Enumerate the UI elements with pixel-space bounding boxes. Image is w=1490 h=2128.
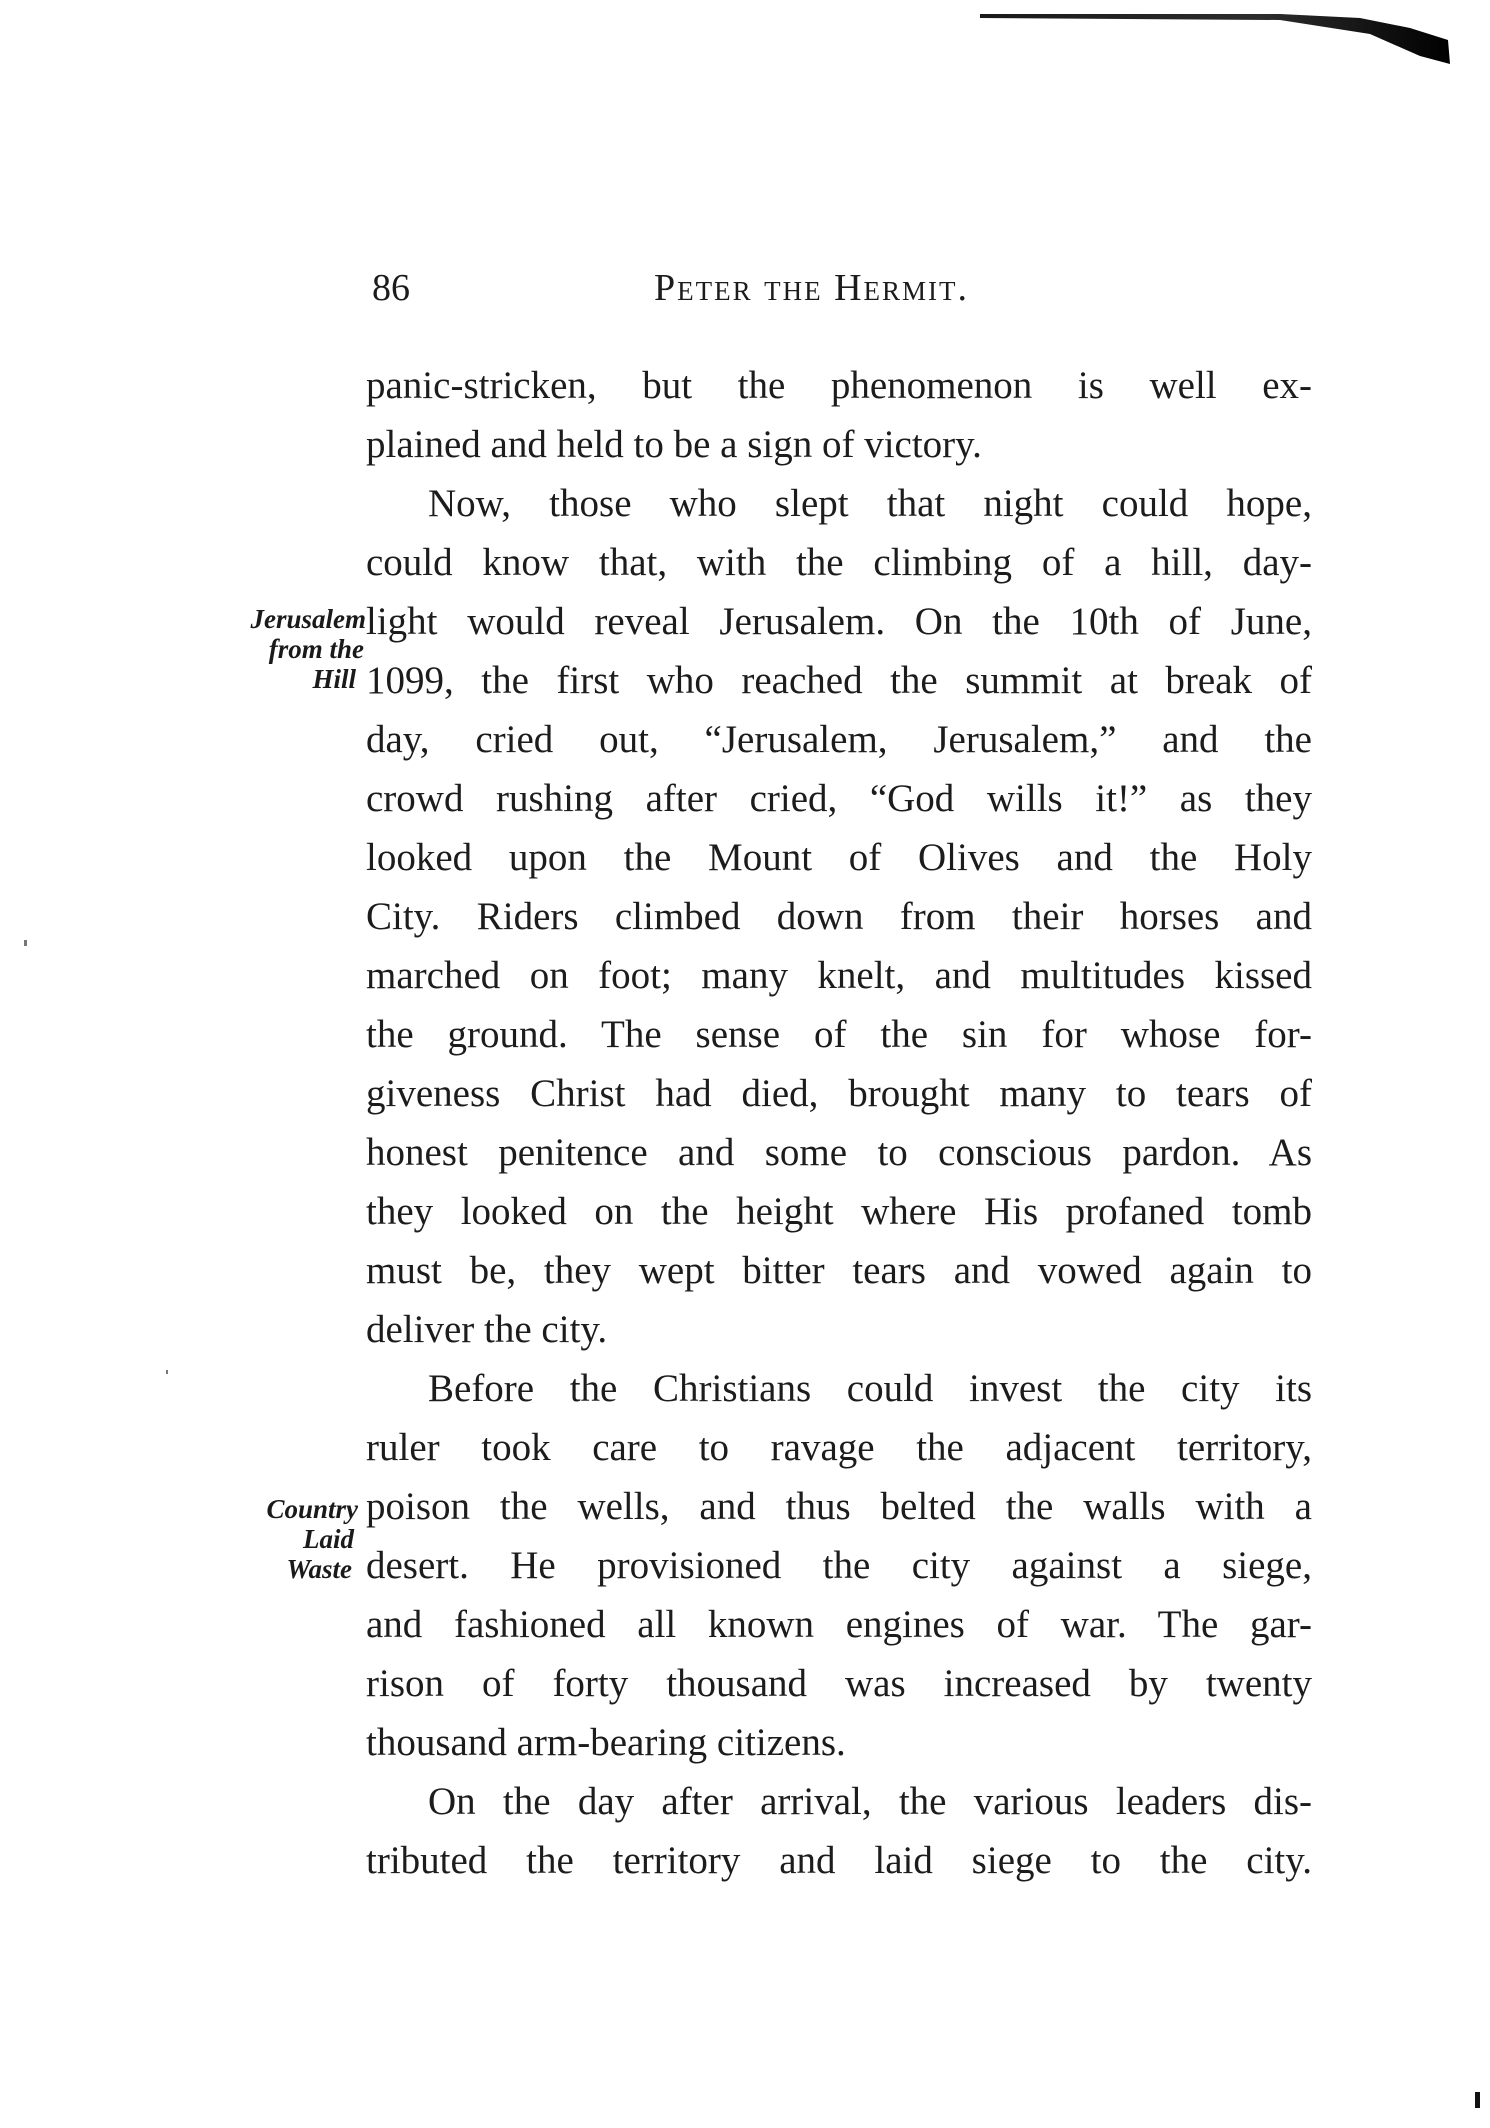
running-header: [372, 262, 1308, 314]
sidenote-country: [220, 1494, 358, 1584]
scan-speck: [24, 940, 27, 946]
text-line: 1099, the first who reached the summit at break of: [366, 659, 1312, 702]
text-line: could know that, with the climbing of a hill, day-: [366, 541, 1312, 584]
scan-corner-mark: [1475, 2092, 1480, 2108]
sidenote-line: Waste: [286, 1554, 352, 1584]
text-line: poison the wells, and thus belted the walls with a: [366, 1485, 1312, 1528]
text-line: they looked on the height where His profaned tomb: [366, 1190, 1312, 1233]
text-line: plained and held to be a sign of victory.: [366, 423, 982, 466]
text-line: giveness Christ had died, brought many to tears of: [366, 1072, 1312, 1115]
text-line: and fashioned all known engines of war. The gar-: [366, 1603, 1312, 1646]
sidenote-line: from the: [268, 634, 364, 664]
sidenote-line: Hill: [312, 664, 356, 694]
body-text: [366, 356, 1312, 1890]
text-line: day, cried out, “Jerusalem, Jerusalem,” and the: [366, 718, 1312, 761]
text-line: crowd rushing after cried, “God wills it!” as they: [366, 777, 1312, 820]
text-line: thousand arm-bearing citizens.: [366, 1721, 846, 1764]
text-line: Now, those who slept that night could hope,: [428, 482, 1312, 525]
text-line: looked upon the Mount of Olives and the Holy: [366, 836, 1312, 879]
scan-speck: [166, 1370, 168, 1374]
text-line: tributed the territory and laid siege to the city.: [366, 1839, 1312, 1882]
sidenote-line: Laid: [303, 1524, 354, 1554]
page-number: 86: [372, 267, 410, 309]
text-line: deliver the city.: [366, 1308, 608, 1351]
text-line: City. Riders climbed down from their horses and: [366, 895, 1312, 938]
running-title: Peter the Hermit.: [654, 267, 970, 309]
scan-edge-shadow: [980, 6, 1450, 66]
text-line: On the day after arrival, the various leaders dis-: [428, 1780, 1312, 1823]
sidenote-line: Jerusalem: [250, 604, 366, 634]
text-line: panic-stricken, but the phenomenon is well ex-: [366, 364, 1312, 407]
text-line: ruler took care to ravage the adjacent territory,: [366, 1426, 1312, 1469]
sidenote-line: Country: [266, 1494, 358, 1524]
text-line: honest penitence and some to conscious pardon. As: [366, 1131, 1312, 1174]
text-line: rison of forty thousand was increased by twenty: [366, 1662, 1312, 1705]
text-line: the ground. The sense of the sin for whose for-: [366, 1013, 1312, 1056]
text-line: marched on foot; many knelt, and multitudes kissed: [366, 954, 1312, 997]
sidenote-jerusalem: [210, 604, 366, 694]
text-line: Before the Christians could invest the city its: [428, 1367, 1312, 1410]
text-line: must be, they wept bitter tears and vowed again to: [366, 1249, 1312, 1292]
text-line: light would reveal Jerusalem. On the 10th of June,: [366, 600, 1312, 643]
text-line: desert. He provisioned the city against a siege,: [366, 1544, 1312, 1587]
